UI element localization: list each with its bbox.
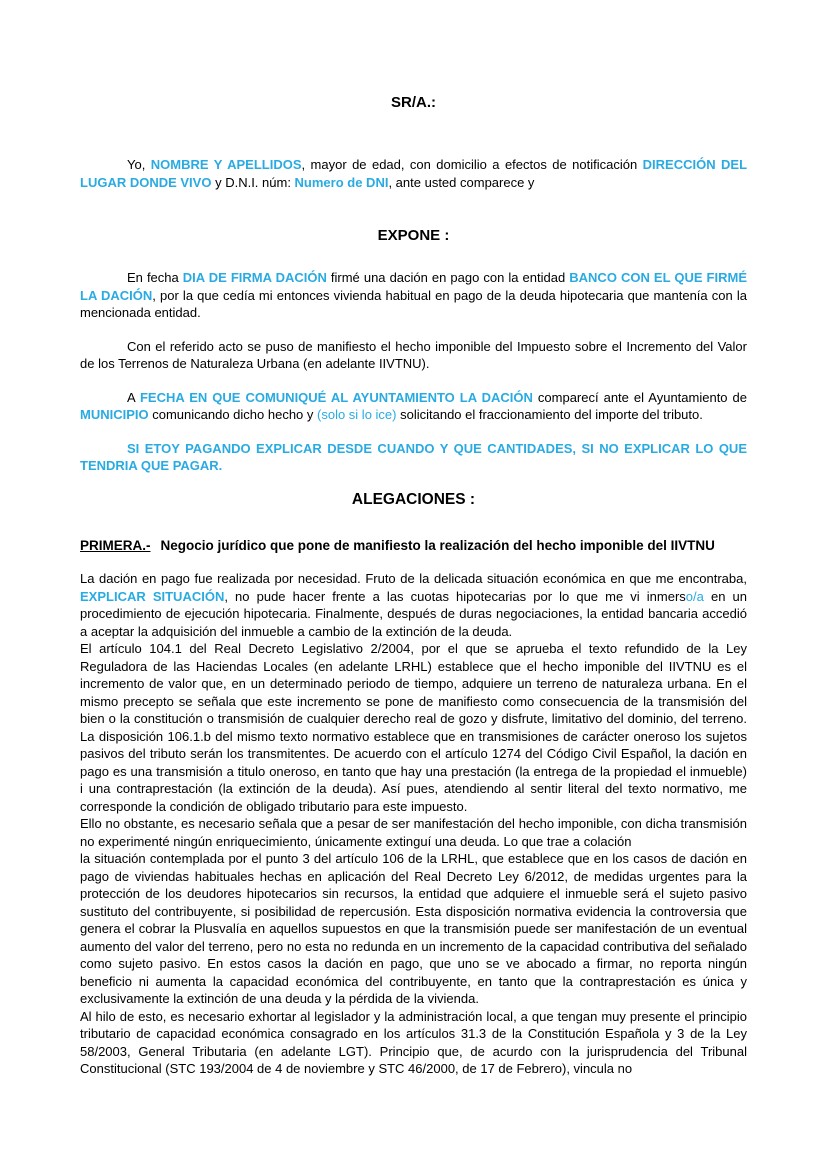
allegation-body-paragraph-5: Al hilo de esto, es necesario exhortar al legislador y la administración local, a que tengan muy presente el principio tributario de capacidad económica consagrado en los artículos 31.3 de la Constitución Española y 3 de la Ley 58/2003, General Tributaria (en adelante LGT). Principio que, de acurdo con la jurisprudencia del Tribunal Constitucional (STC 193/2004 de 4 de noviembre y STC 46/2000, de 17 de Febrero), vincula no <box>80 1008 747 1076</box>
placeholder-communication-date: FECHA EN QUE COMUNIQUÉ AL AYUNTAMIENTO LA DACIÓN <box>139 389 533 405</box>
conditional-note: (solo si lo ice) <box>317 407 397 422</box>
allegation-primera-title: Negocio jurídico que pone de manifiesto la realización del hecho imponible del IIVTNU <box>160 537 715 553</box>
placeholder-explain-situation: EXPLICAR SITUACIÓN <box>80 588 225 604</box>
placeholder-address: DIRECCIÓN DEL LUGAR DONDE VIVO <box>80 157 748 190</box>
body-p1-text-3: en un procedimiento de ejecución hipotecaria. Finalmente, después de duras negociaciones, la entidad bancaria accedió a aceptar la adquisición del inmueble a cambio de la extinción de la deuda. <box>80 588 747 639</box>
intro-text-1: Yo, <box>127 157 151 172</box>
allegation-body-paragraph-4: la situación contemplada por el punto 3 del artículo 106 de la LRHL, que establece que en los casos de dación en pago de viviendas habituales hechas en aplicación del Real Decreto Ley 6/2012, de medidas urgentes para la protección de los deudores hipotecarios sin recursos, la entidad que adquiere el inmueble será el sujeto pasivo sustituto del contribuyente, si posibilidad de repercusión. Esta disposición normativa evidencia la controversia que genera el cobrar la Plusvalía en aquellos supuestos en que la transmisión puede ser manifestación de un eventual aumento del valor del terreno, pero no esta no redunda en un incremento de la capacidad contributiva del señalado como sujeto pasivo. En estos casos la dación en pago, que uno se ve abocado a firmar, no reporta ningún beneficio ni aumenta la capacidad económica del contribuyente, en tanto que la contraprestación es única y exclusivamente la extinción de una deuda y la pérdida de la vivienda. <box>80 851 747 1006</box>
intro-text-2: , mayor de edad, con domicilio a efectos de notificación <box>301 157 643 172</box>
expone-p3-text-3: comunicando dicho hecho y <box>148 407 318 422</box>
allegation-body-paragraph-1 <box>80 570 747 640</box>
gender-suffix: o/a <box>685 588 704 604</box>
placeholder-dacion-signing-date: DIA DE FIRMA DACIÓN <box>182 270 327 285</box>
placeholder-municipality: MUNICIPIO <box>80 407 149 422</box>
expone-p1-text-3: , por la que cedía mi entonces vivienda habitual en pago de la deuda hipotecaria que mantenía con la mencionada entidad. <box>80 287 747 320</box>
body-p1-text-2: , no pude hacer frente a las cuotas hipotecarias por lo que me vi inmers <box>224 588 686 604</box>
salutation-heading: SR/A.: <box>391 94 436 111</box>
allegation-primera-heading <box>80 537 747 555</box>
expone-p3-text-1: A <box>127 389 140 405</box>
alegaciones-heading: ALEGACIONES : <box>351 490 476 508</box>
expone-p3-text-2: comparecí ante el Ayuntamiento de <box>532 389 747 405</box>
expone-paragraph-3 <box>80 389 747 424</box>
allegation-body-paragraph-3: Ello no obstante, es necesario señala que a pesar de ser manifestación del hecho imponible, con dicha transmisión no experimenté ningún enriquecimiento, únicamente extinguí una deuda. Lo que trae a colación <box>80 816 747 849</box>
intro-paragraph <box>80 156 747 191</box>
placeholder-bank-name: BANCO CON EL QUE FIRMÉ LA DACIÓN <box>80 270 747 303</box>
placeholder-dni-number: Numero de DNI <box>294 174 389 190</box>
expone-paragraph-2: Con el referido acto se puso de manifiesto el hecho imponible del Impuesto sobre el Incremento del Valor de los Terrenos de Naturaleza Urbana (en adelante IIVTNU). <box>80 338 747 371</box>
intro-text-4: , ante usted comparece y <box>388 174 535 190</box>
expone-paragraph-1 <box>80 269 747 322</box>
expone-p3-text-4: solicitando el fraccionamiento del importe del tributo. <box>396 407 703 422</box>
allegation-body-paragraph-2: El artículo 104.1 del Real Decreto Legislativo 2/2004, por el que se aprueba el texto refundido de la Ley Reguladora de las Haciendas Locales (en adelante LRHL) establece que el hecho imponible del IIVTNU es el incremento de valor que, en un determinado periodo de tiempo, adquiere un terreno de naturaleza urbana. En el mismo precepto se señala que este incremento se pone de manifiesto como consecuencia de la transmisión del bien o la constitución o transmisión de cualquier derecho real de gozo y disfrute, limitativo del dominio, del terreno. La disposición 106.1.b del mismo texto normativo establece que en transmisiones de carácter oneroso los sujetos pasivos del tributo serán los transmitentes. De acuerdo con el artículo 1274 del Código Civil Español, la dación en pago es una transmisión a titulo oneroso, en tanto que hay una prestación (la entrega de la propiedad el inmueble) i una contraprestación (la extinción de la deuda). Así pues, atendiendo al sentir literal del texto normativo, me corresponde la condición de obligado tributario para este impuesto. <box>80 641 747 814</box>
placeholder-full-name: NOMBRE Y APELLIDOS <box>150 157 302 172</box>
payment-instruction-paragraph: SI ETOY PAGANDO EXPLICAR DESDE CUANDO Y QUE CANTIDADES, SI NO EXPLICAR LO QUE TENDRIA QUE PAGAR. <box>80 440 747 473</box>
expone-heading: EXPONE : <box>377 227 450 244</box>
allegation-primera-label: PRIMERA.- <box>80 537 151 553</box>
body-p1-text-1: La dación en pago fue realizada por necesidad. Fruto de la delicada situación económica en que me encontraba, <box>80 571 747 586</box>
expone-p1-text-2: firmé una dación en pago con la entidad <box>326 270 570 285</box>
intro-text-3: y D.N.I. núm: <box>211 174 295 190</box>
expone-p1-text-1: En fecha <box>127 270 183 285</box>
